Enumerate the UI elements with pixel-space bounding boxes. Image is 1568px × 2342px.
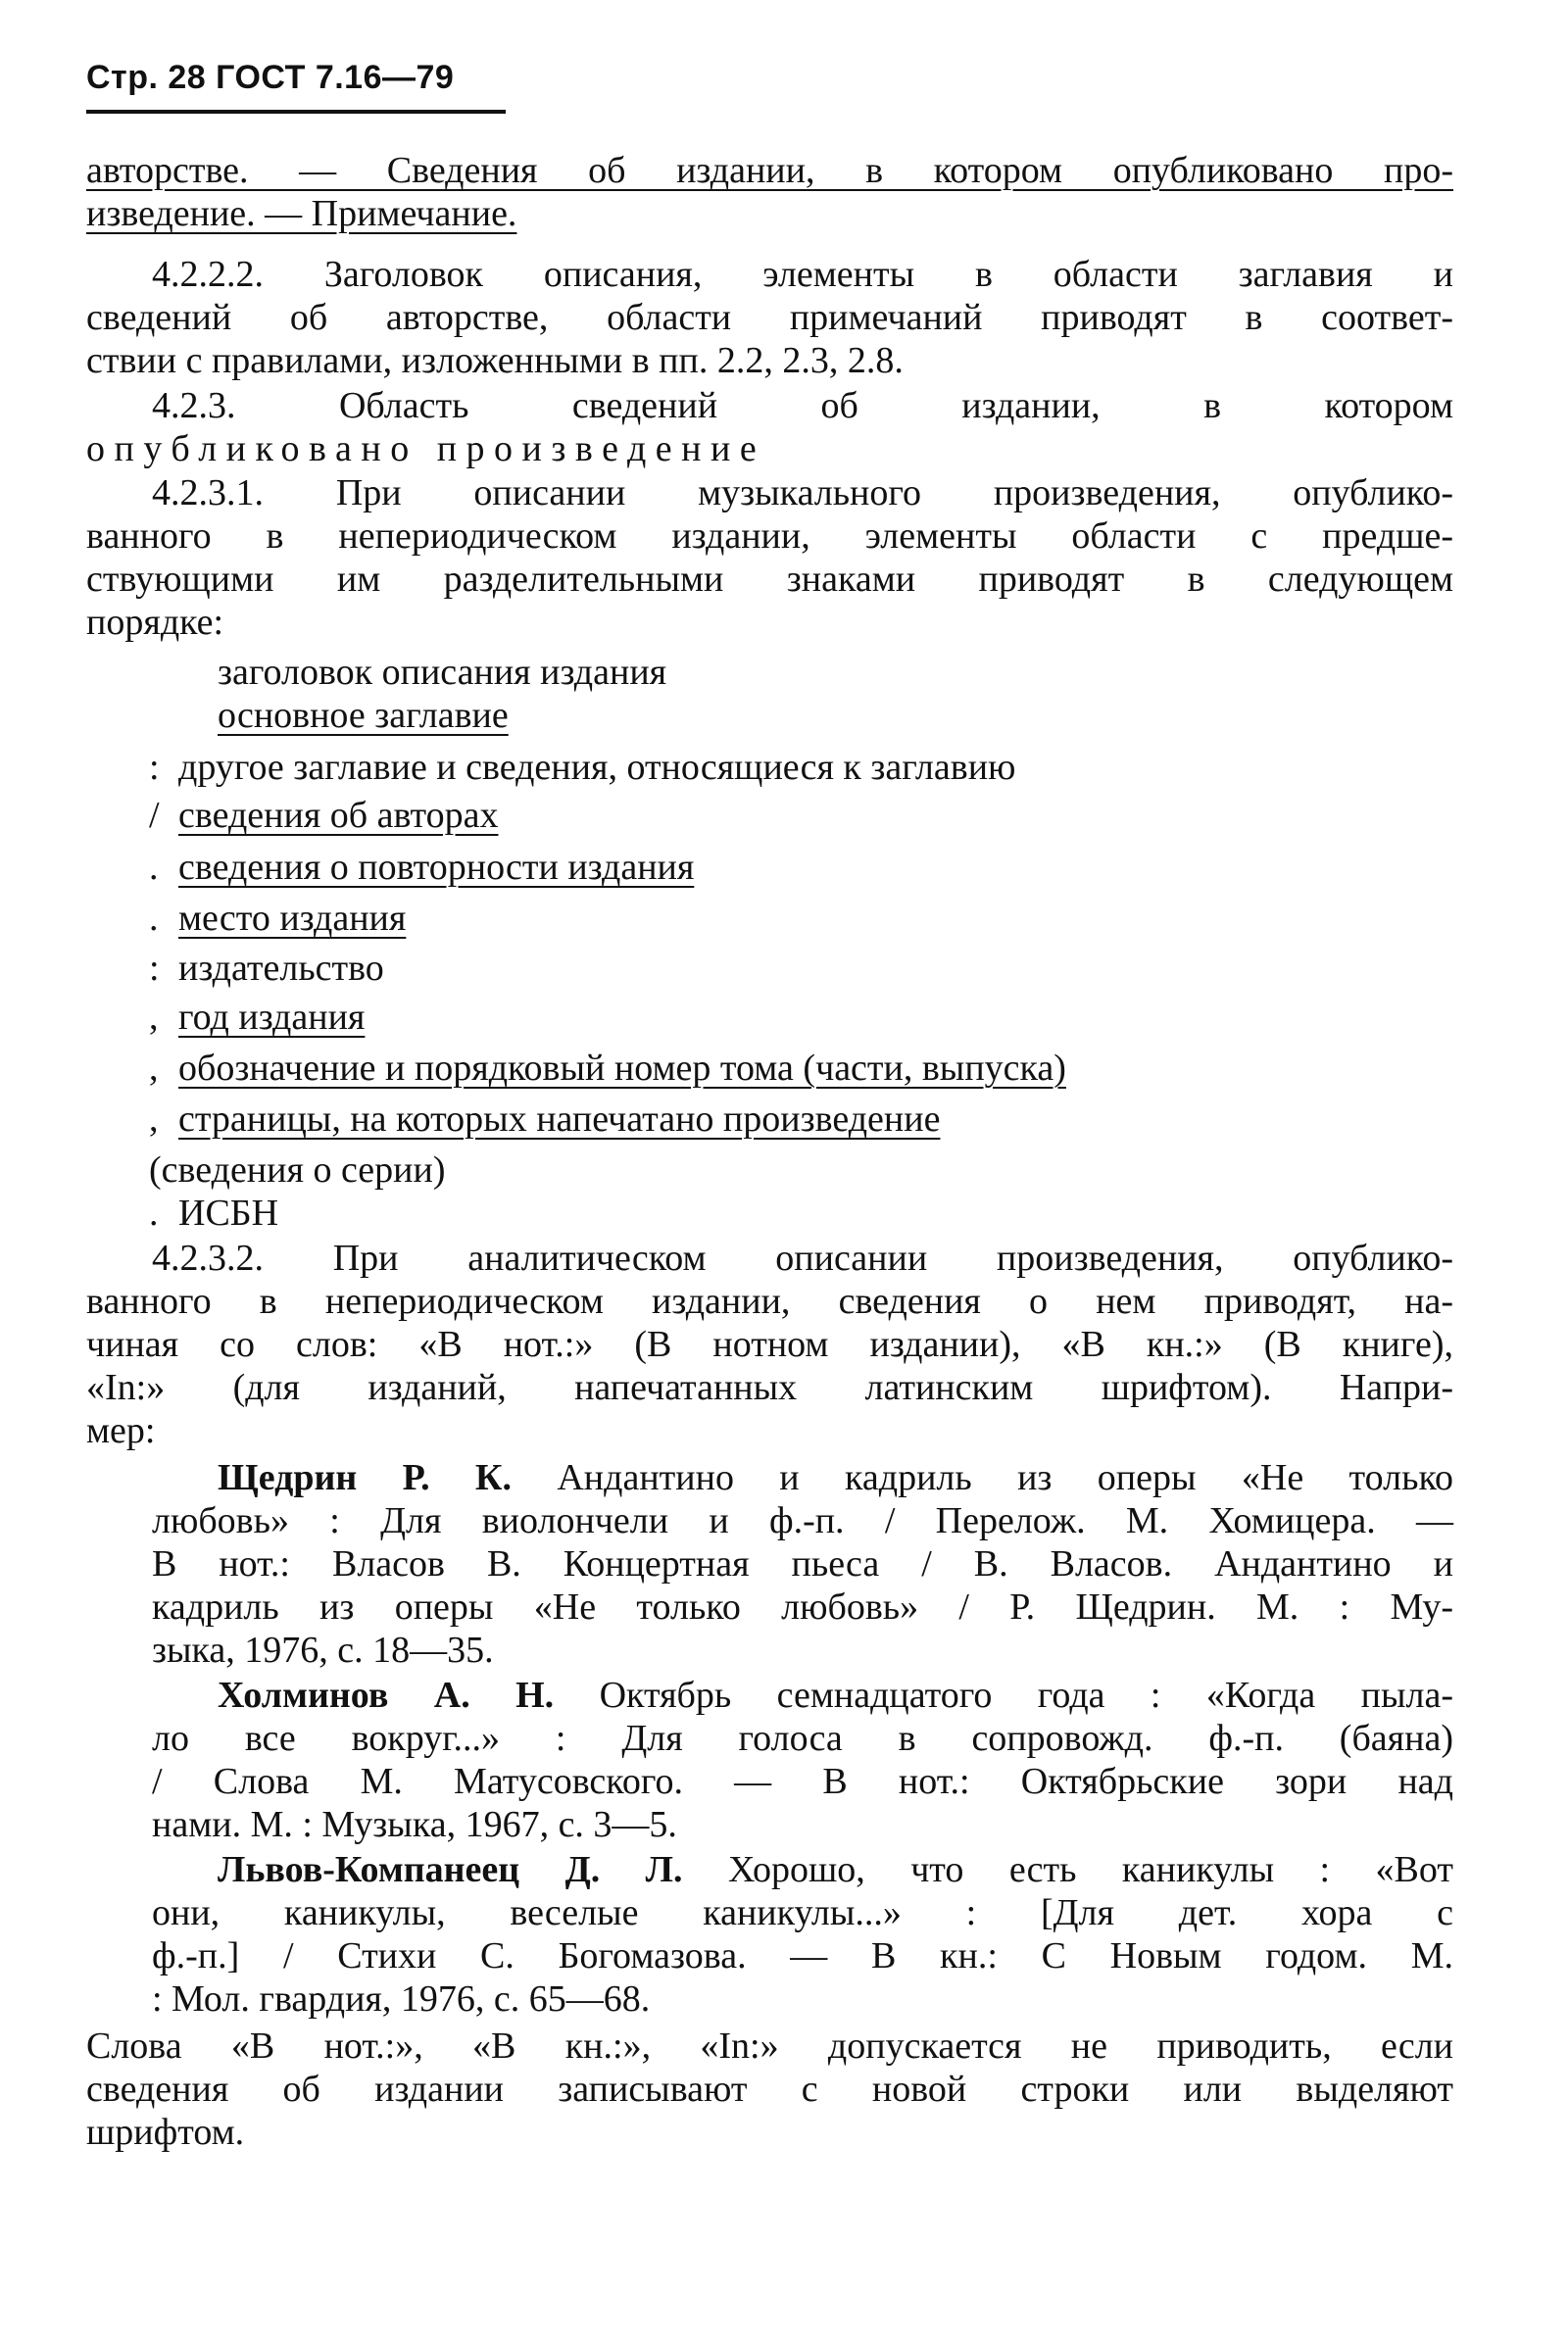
header-rule xyxy=(86,110,506,114)
para-4231-line-2: ванного в непериодическом издании, элементы области с предше- xyxy=(86,515,1453,557)
scheme-item: основное заглавие xyxy=(218,695,509,736)
para-4232-line-4: «In:» (для изданий, напечатанных латинским шрифтом). Напри- xyxy=(86,1367,1453,1408)
example-entry-line: они, каникулы, веселые каникулы...» : [Для дет. хора с xyxy=(152,1892,1453,1933)
scheme-separator: . xyxy=(149,1193,159,1234)
scheme-separator: : xyxy=(149,948,160,989)
example-author: Львов-Компанеец Д. Л. xyxy=(218,1849,683,1890)
example-entry-line: зыка, 1976, с. 18—35. xyxy=(152,1630,494,1671)
example-text: Андантино и кадриль из оперы «Не только xyxy=(511,1457,1453,1498)
scheme-item xyxy=(149,996,365,1039)
scheme-item xyxy=(149,846,694,889)
example-entry-first-line xyxy=(218,1848,1453,1891)
scheme-separator: , xyxy=(149,1098,159,1140)
scheme-separator: : xyxy=(149,747,160,788)
scheme-item xyxy=(149,1047,1066,1090)
scheme-item-text: другое заглавие и сведения, относящиеся к заглавию xyxy=(178,747,1016,788)
scheme-item xyxy=(149,1192,278,1235)
scheme-item xyxy=(149,947,384,990)
scheme-item-text: год издания xyxy=(178,997,366,1038)
example-author: Щедрин Р. К. xyxy=(218,1457,512,1498)
section-heading-423-line-1: 4.2.3. Область сведений об издании, в котором xyxy=(152,385,1453,426)
example-entry-line: : Мол. гвардия, 1976, с. 65—68. xyxy=(152,1978,651,2020)
example-entry-first-line xyxy=(218,1674,1453,1717)
para-4231-line-4: порядке: xyxy=(86,602,224,643)
example-entry-line: / Слова М. Матусовского. — В нот.: Октябрьские зори над xyxy=(152,1761,1453,1802)
closing-line-1: Слова «В нот.:», «В кн.:», «In:» допускается не приводить, если xyxy=(86,2025,1453,2067)
scheme-item-text: издательство xyxy=(178,948,384,989)
para-4231-line-1: 4.2.3.1. При описании музыкального произведения, опублико- xyxy=(152,472,1453,513)
example-entry-line: нами. М. : Музыка, 1967, с. 3—5. xyxy=(152,1804,677,1845)
section-heading-423-line-2: опубликовано произведение xyxy=(86,428,766,469)
scheme-item xyxy=(149,897,406,940)
scheme-item xyxy=(149,1098,940,1141)
scheme-item-text: место издания xyxy=(178,898,407,939)
example-author: Холминов А. Н. xyxy=(218,1675,555,1716)
scheme-item-text: обозначение и порядковый номер тома (части, выпуска) xyxy=(178,1048,1066,1089)
para-4232-line-5: мер: xyxy=(86,1410,156,1451)
para-4232-line-2: ванного в непериодическом издании, сведения о нем приводят, на- xyxy=(86,1281,1453,1322)
running-header: Стр. 28 ГОСТ 7.16—79 xyxy=(86,59,455,96)
para-4222-line-1: 4.2.2.2. Заголовок описания, элементы в области заглавия и xyxy=(152,254,1453,295)
example-entry-line: кадриль из оперы «Не только любовь» / Р. Щедрин. М. : Му- xyxy=(152,1586,1453,1628)
example-text: Хорошо, что есть каникулы : «Вот xyxy=(682,1849,1453,1890)
closing-line-2: сведения об издании записывают с новой строки или выделяют xyxy=(86,2069,1453,2110)
example-entry-line: ф.-п.] / Стихи С. Богомазова. — В кн.: С Новым годом. М. xyxy=(152,1935,1453,1976)
example-entry-line: В нот.: Власов В. Концертная пьеса / В. Власов. Андантино и xyxy=(152,1543,1453,1585)
scheme-separator: . xyxy=(149,898,159,939)
scheme-item-text: сведения об авторах xyxy=(178,795,499,836)
intro-line-2: изведение. — Примечание. xyxy=(86,193,517,234)
scheme-item: заголовок описания издания xyxy=(218,652,667,693)
example-entry-line: любовь» : Для виолончели и ф.-п. / Перелож. М. Хомицера. — xyxy=(152,1500,1453,1541)
para-4222-line-3: ствии с правилами, изложенными в пп. 2.2, 2.3, 2.8. xyxy=(86,340,904,381)
para-4232-line-3: чиная со слов: «В нот.:» (В нотном издании), «В кн.:» (В книге), xyxy=(86,1324,1453,1365)
scheme-item-text: ИСБН xyxy=(178,1193,279,1234)
intro-line-1: авторстве. — Сведения об издании, в котором опубликовано про- xyxy=(86,150,1453,191)
closing-line-3: шрифтом. xyxy=(86,2112,245,2153)
para-4231-line-3: ствующими им разделительными знаками приводят в следующем xyxy=(86,559,1453,600)
scheme-item xyxy=(149,746,1015,789)
scheme-item xyxy=(149,794,498,837)
scheme-item-text: сведения о повторности издания xyxy=(178,847,695,888)
scheme-item-text: страницы, на которых напечатано произведение xyxy=(178,1098,941,1140)
para-4222-line-2: сведений об авторстве, области примечаний приводят в соответ- xyxy=(86,297,1453,338)
scheme-separator: . xyxy=(149,847,159,888)
example-entry-first-line xyxy=(218,1456,1453,1499)
example-entry-line: ло все вокруг...» : Для голоса в сопровожд. ф.-п. (баяна) xyxy=(152,1718,1453,1759)
para-4232-line-1: 4.2.3.2. При аналитическом описании произведения, опублико- xyxy=(152,1238,1453,1279)
scheme-separator: , xyxy=(149,1048,159,1089)
example-text: Октябрь семнадцатого года : «Когда пыла- xyxy=(554,1675,1453,1716)
scheme-separator: / xyxy=(149,795,160,836)
scheme-separator: , xyxy=(149,997,159,1038)
scheme-item: (сведения о серии) xyxy=(149,1149,446,1191)
